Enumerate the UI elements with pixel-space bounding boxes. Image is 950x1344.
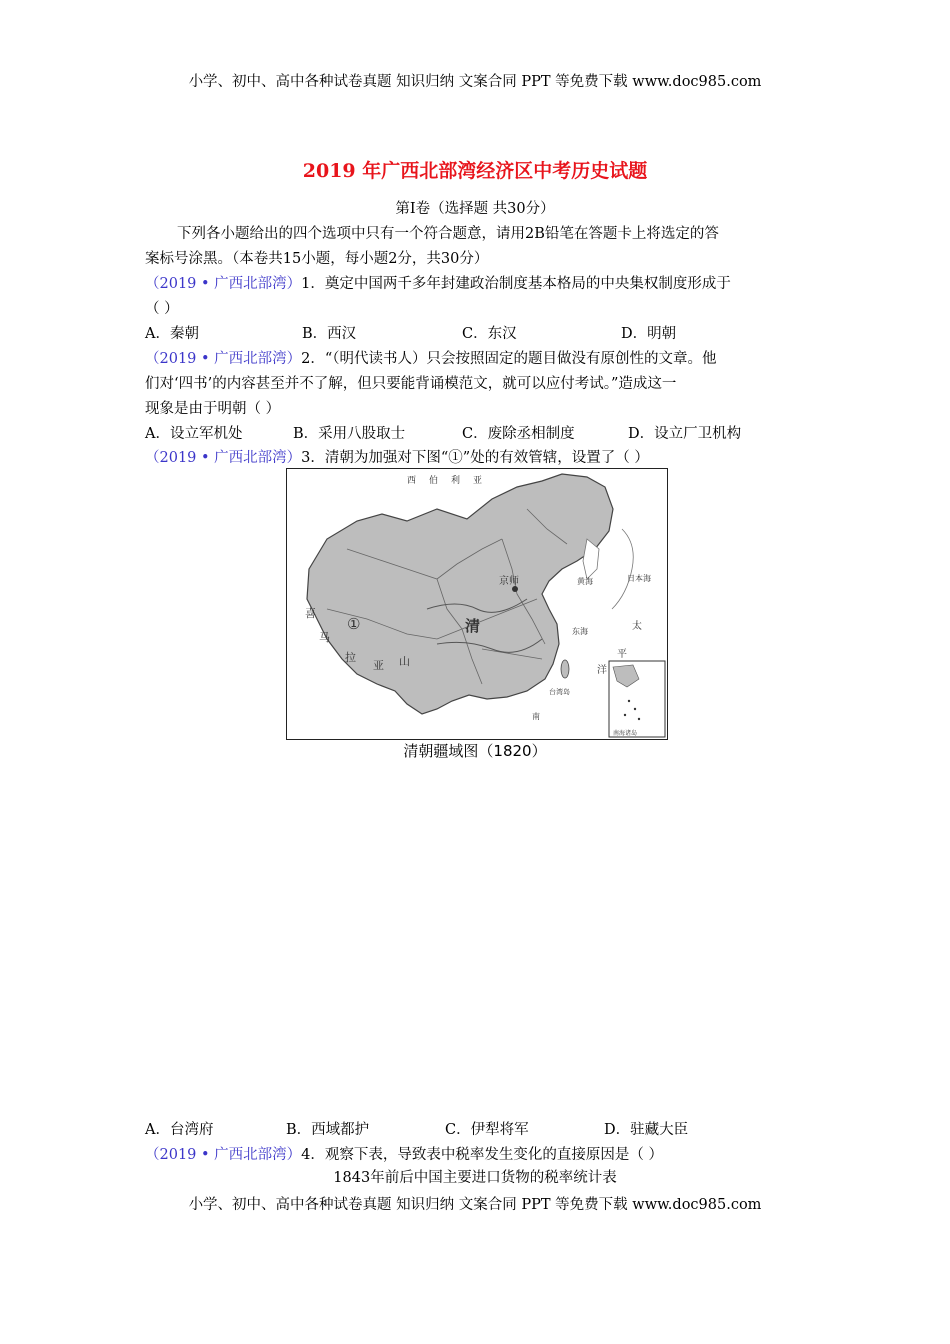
map-caption: 清朝疆域图（1820） <box>403 742 547 760</box>
question-3-options <box>0 1118 950 1138</box>
label-south-sea: 南 <box>532 712 540 721</box>
question-1-options <box>0 322 950 342</box>
label-east-sea: 东海 <box>572 627 588 636</box>
option-a: A．设立军机处 <box>145 426 243 442</box>
label-siberia-1: 西 <box>407 476 417 486</box>
option-c: C．伊犁将军 <box>445 1122 529 1138</box>
section-heading: 第Ⅰ卷（选择题 共30分） <box>395 201 555 217</box>
label-himalaya-1: 喜 <box>305 607 316 620</box>
question-2-line-3: 现象是由于明朝（ ） <box>145 401 281 417</box>
option-c: C．废除丞相制度 <box>462 426 575 442</box>
question-source: （2019 • 广西北部湾） <box>145 351 302 367</box>
label-marker-1: ① <box>347 615 361 633</box>
table-title: 1843年前后中国主要进口货物的税率统计表 <box>333 1170 617 1186</box>
label-siberia-4: 亚 <box>473 476 483 486</box>
label-siberia-3: 利 <box>451 476 461 486</box>
label-siberia-2: 伯 <box>429 476 439 486</box>
question-text: 1．奠定中国两千多年封建政治制度基本格局的中央集权制度形成于 <box>301 276 731 292</box>
label-capital: 京师 <box>499 576 519 587</box>
label-japan-sea: 日本海 <box>627 574 651 583</box>
label-ping: 平 <box>617 649 627 660</box>
question-source: （2019 • 广西北部湾） <box>145 276 302 292</box>
page-footer: 小学、初中、高中各种试卷真题 知识归纳 文案合同 PPT 等免费下载 www.doc985.com <box>188 1197 762 1213</box>
question-text: 2．“（明代读书人）只会按照固定的题目做没有原创性的文章。他 <box>301 351 717 367</box>
question-1-blank: （ ） <box>145 301 179 317</box>
label-himalaya-2: 马 <box>319 631 330 644</box>
question-3 <box>145 446 649 467</box>
option-d: D．明朝 <box>621 326 677 342</box>
label-himalaya-5: 山 <box>399 655 410 668</box>
option-a: A．秦朝 <box>145 326 199 342</box>
label-yang: 洋 <box>597 665 607 676</box>
label-taiwan: 台湾岛 <box>549 688 570 696</box>
question-text: 4．观察下表，导致表中税率发生变化的直接原因是（ ） <box>301 1147 664 1163</box>
question-text: 3．清朝为加强对下图“①”处的有效管辖，设置了（ ） <box>301 450 649 466</box>
label-pacific: 太 <box>632 621 642 632</box>
question-2-options <box>0 422 950 442</box>
label-inset: 南海诸岛 <box>613 730 638 737</box>
option-b: B．西域都护 <box>286 1122 370 1138</box>
page-header: 小学、初中、高中各种试卷真题 知识归纳 文案合同 PPT 等免费下载 www.doc985.com <box>188 74 762 90</box>
taiwan-island-shape <box>561 660 569 678</box>
label-yellow-sea: 黄海 <box>577 577 593 586</box>
option-b: B．西汉 <box>302 326 357 342</box>
option-d: D．驻藏大臣 <box>604 1122 689 1138</box>
option-b: B．采用八股取士 <box>293 426 406 442</box>
label-himalaya-4: 亚 <box>373 659 384 672</box>
question-source: （2019 • 广西北部湾） <box>145 450 302 466</box>
question-2 <box>145 347 717 368</box>
option-a: A．台湾府 <box>145 1122 214 1138</box>
instruction-line-2: 案标号涂黑。（本卷共15小题，每小题2分，共30分） <box>145 251 489 267</box>
page-title: 2019 年广西北部湾经济区中考历史试题 <box>302 160 648 182</box>
instruction-line-1: 下列各小题给出的四个选项中只有一个符合题意，请用2B铅笔在答题卡上将选定的答 <box>177 226 719 242</box>
qing-territory-map <box>286 468 668 740</box>
option-c: C．东汉 <box>462 326 517 342</box>
question-2-line-2: 们对‘四书’的内容甚至并不了解，但只要能背诵模范文，就可以应付考试。”造成这一 <box>145 376 677 392</box>
question-4 <box>145 1143 663 1164</box>
map-drawing <box>287 469 667 739</box>
question-source: （2019 • 广西北部湾） <box>145 1147 302 1163</box>
option-d: D．设立厂卫机构 <box>628 426 742 442</box>
question-1 <box>145 272 731 293</box>
label-qing: 清 <box>465 617 481 635</box>
label-himalaya-3: 拉 <box>345 651 356 664</box>
